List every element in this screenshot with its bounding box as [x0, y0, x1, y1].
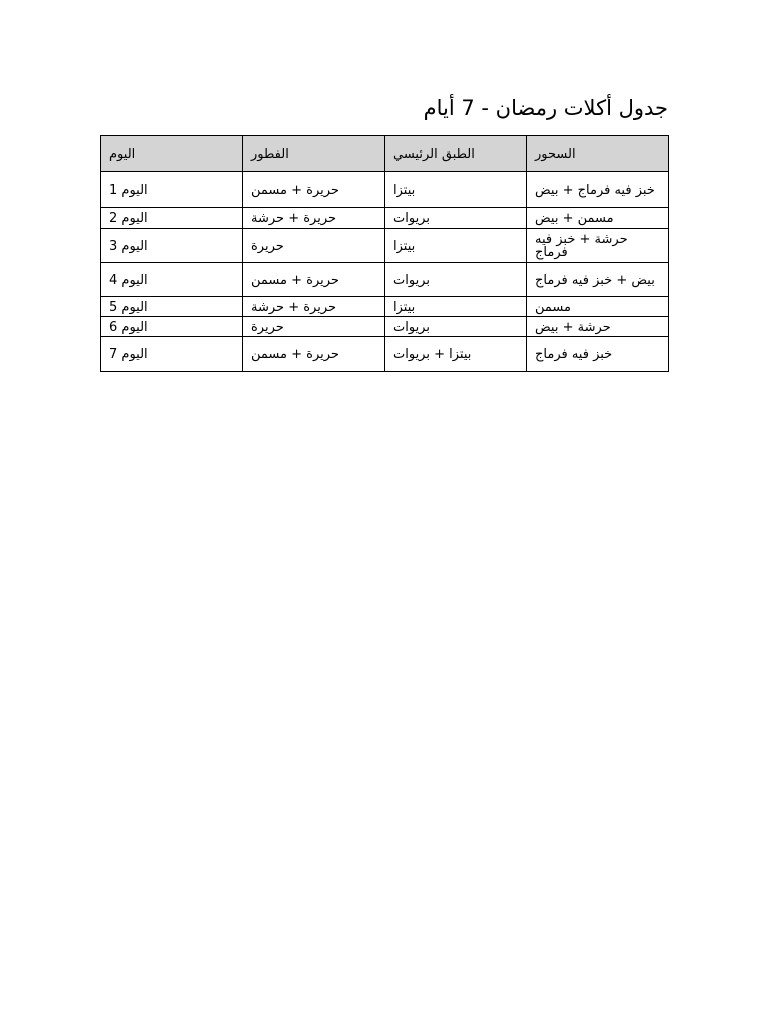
cell-suhoor: خبز فيه فرماج [527, 337, 669, 372]
cell-main-dish: بريوات [385, 317, 527, 337]
document-title: جدول أكلات رمضان - 7 أيام [423, 96, 668, 120]
header-cell-iftar: الفطور [243, 136, 385, 172]
ramadan-meal-table [100, 135, 669, 372]
cell-day: اليوم 2 [101, 208, 243, 229]
cell-iftar: حريرة + حرشة [243, 208, 385, 229]
cell-day: اليوم 6 [101, 317, 243, 337]
table-body [101, 172, 669, 372]
cell-main-dish: بريوات [385, 208, 527, 229]
cell-suhoor: حرشة + خبز فيه فرماج [527, 229, 669, 263]
cell-main-dish: بيتزا [385, 229, 527, 263]
cell-main-dish: بيتزا [385, 297, 527, 317]
cell-main-dish: بيتزا [385, 172, 527, 208]
cell-main-dish: بيتزا + بريوات [385, 337, 527, 372]
cell-iftar: حريرة + مسمن [243, 263, 385, 297]
table-row [101, 263, 669, 297]
header-cell-day: اليوم [101, 136, 243, 172]
cell-suhoor: مسمن + بيض [527, 208, 669, 229]
cell-suhoor: حرشة + بيض [527, 317, 669, 337]
cell-iftar: حريرة + حرشة [243, 297, 385, 317]
cell-day: اليوم 3 [101, 229, 243, 263]
table-row [101, 337, 669, 372]
table-row [101, 172, 669, 208]
table-row [101, 208, 669, 229]
cell-iftar: حريرة + مسمن [243, 337, 385, 372]
cell-iftar: حريرة [243, 229, 385, 263]
cell-iftar: حريرة [243, 317, 385, 337]
cell-day: اليوم 5 [101, 297, 243, 317]
cell-suhoor: خبز فيه فرماج + بيض [527, 172, 669, 208]
cell-day: اليوم 1 [101, 172, 243, 208]
cell-suhoor: بيض + خبز فيه فرماج [527, 263, 669, 297]
cell-day: اليوم 7 [101, 337, 243, 372]
cell-main-dish: بريوات [385, 263, 527, 297]
table-row [101, 317, 669, 337]
header-cell-main-dish: الطبق الرئيسي [385, 136, 527, 172]
header-cell-suhoor: السحور [527, 136, 669, 172]
table-row [101, 297, 669, 317]
cell-suhoor: مسمن [527, 297, 669, 317]
cell-iftar: حريرة + مسمن [243, 172, 385, 208]
table-row [101, 229, 669, 263]
table-header [101, 136, 669, 172]
cell-day: اليوم 4 [101, 263, 243, 297]
table-header-row [101, 136, 669, 172]
